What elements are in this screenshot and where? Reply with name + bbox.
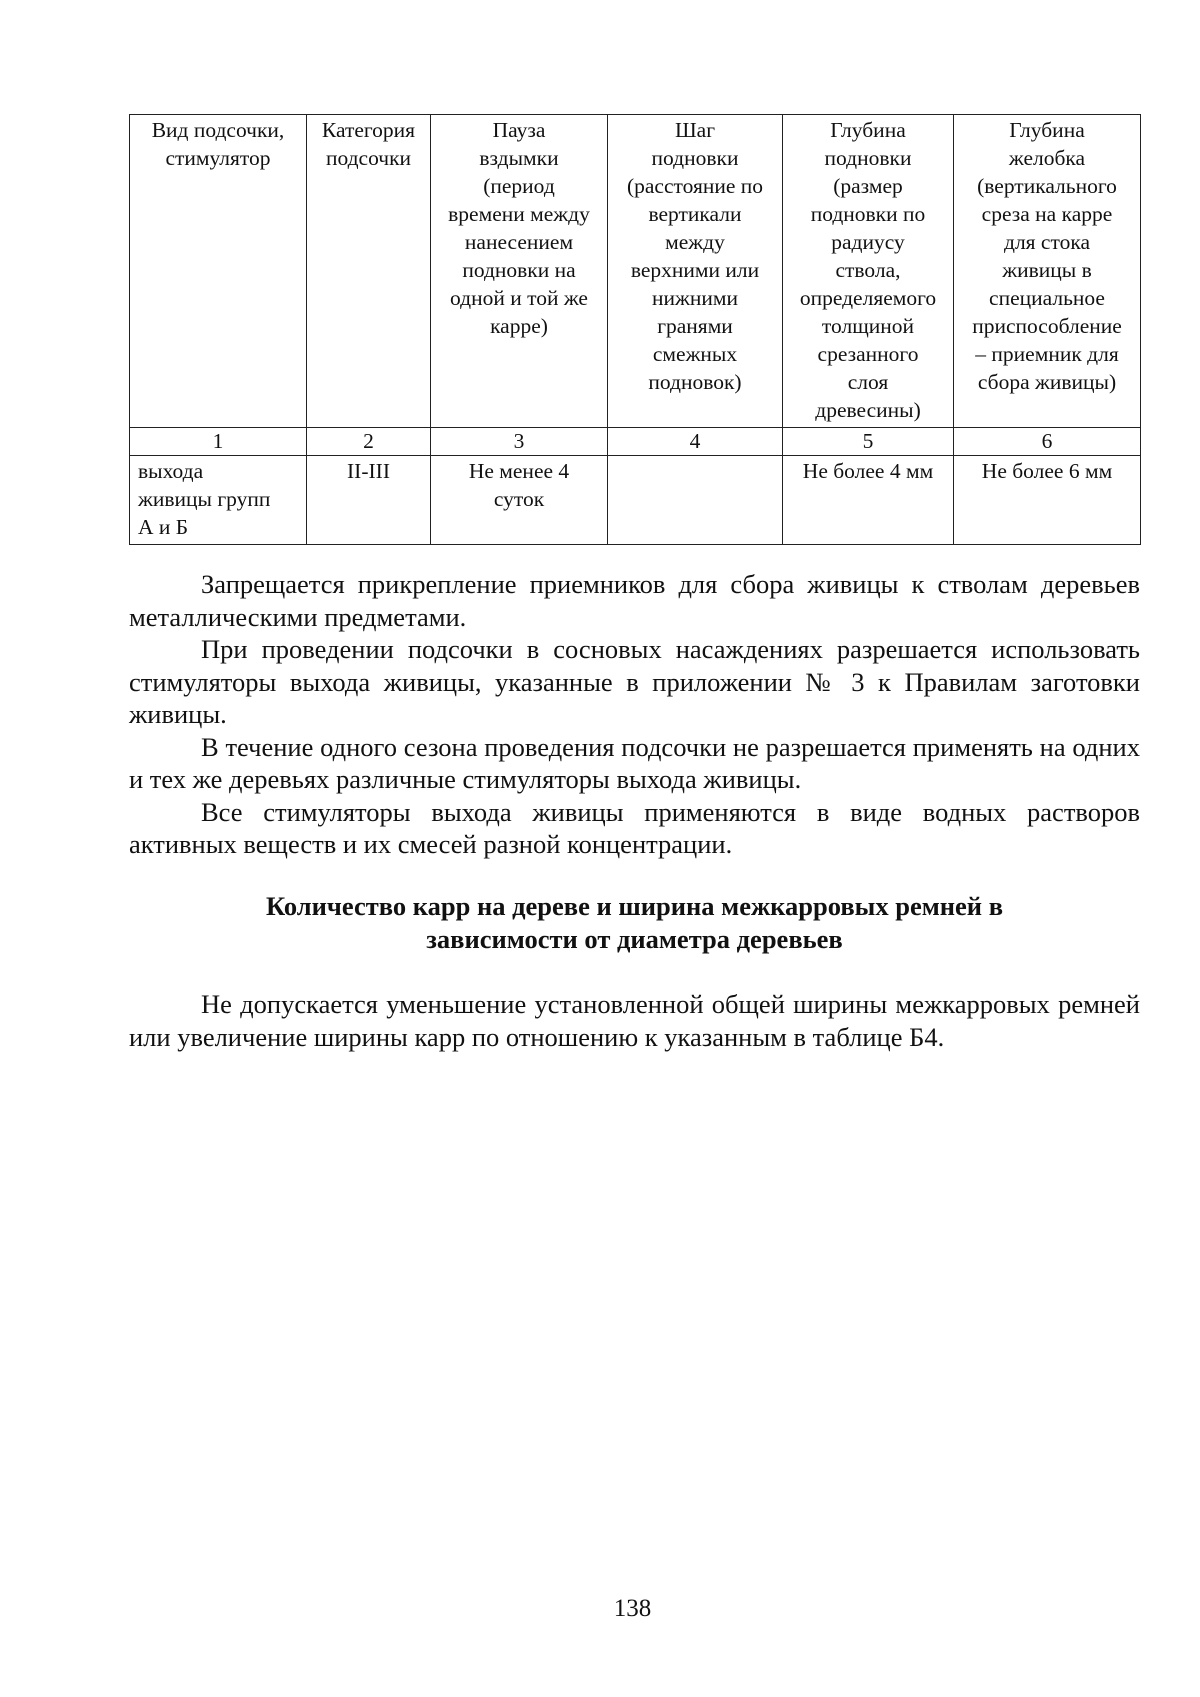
table-header-row [130,115,1141,428]
column-number-cell: 4 [608,428,783,456]
paragraph: Все стимуляторы выхода живицы применяются в виде водных растворов активных веществ и их смесей разной концентрации. [129,796,1140,859]
table-cell [608,456,783,545]
section-heading-line: зависимости от диаметра деревьев [426,924,843,954]
section-heading-line: Количество карр на дереве и ширина межкарровых ремней в [265,891,1004,921]
table-cell: Не менее 4 суток [431,456,608,545]
header-cell: Вид подсочки, стимулятор [130,115,307,428]
table-cell: Не более 6 мм [954,456,1141,545]
body-text-block [129,988,1140,1053]
column-number-cell: 2 [307,428,431,456]
header-cell: Категория подсочки [307,115,431,428]
paragraph: Запрещается прикрепление приемников для сбора живицы к стволам деревьев металлическими предметами. [129,569,1140,632]
column-number-cell: 5 [783,428,954,456]
column-number-cell: 3 [431,428,608,456]
section-heading [129,890,1140,956]
header-cell: Шаг подновки (расстояние по вертикали между верхними или нижними гранями смежных подновок) [608,115,783,428]
column-number-cell: 6 [954,428,1141,456]
table-cell: II-III [307,456,431,545]
header-cell: Глубина желобка (вертикального среза на карре для стока живицы в специальное приспособление – приемник для сбора живицы) [954,115,1141,428]
header-cell: Глубина подновки (размер подновки по радиусу ствола, определяемого толщиной срезанного слоя древесины) [783,115,954,428]
column-number-cell: 1 [130,428,307,456]
paragraph: В течение одного сезона проведения подсочки не разрешается применять на одних и тех же деревьях различные стимуляторы выхода живицы. [129,731,1140,794]
table-cell: выхода живицы групп А и Б [130,456,307,545]
tapping-parameters-table [129,114,1141,545]
header-cell: Пауза вздымки (период времени между нанесением подновки на одной и той же карре) [431,115,608,428]
paragraph: При проведении подсочки в сосновых насаждениях разрешается использовать стимуляторы выхода живицы, указанные в приложении № 3 к Правилам заготовки живицы. [129,634,1140,729]
body-text-block [129,568,1140,861]
table-cell: Не более 4 мм [783,456,954,545]
page-number: 138 [613,1595,652,1622]
paragraph: Не допускается уменьшение установленной общей ширины межкарровых ремней или увеличение ширины карр по отношению к указанным в таблице Б4. [129,989,1140,1052]
table-row [130,456,1141,545]
column-number-row [130,428,1141,456]
